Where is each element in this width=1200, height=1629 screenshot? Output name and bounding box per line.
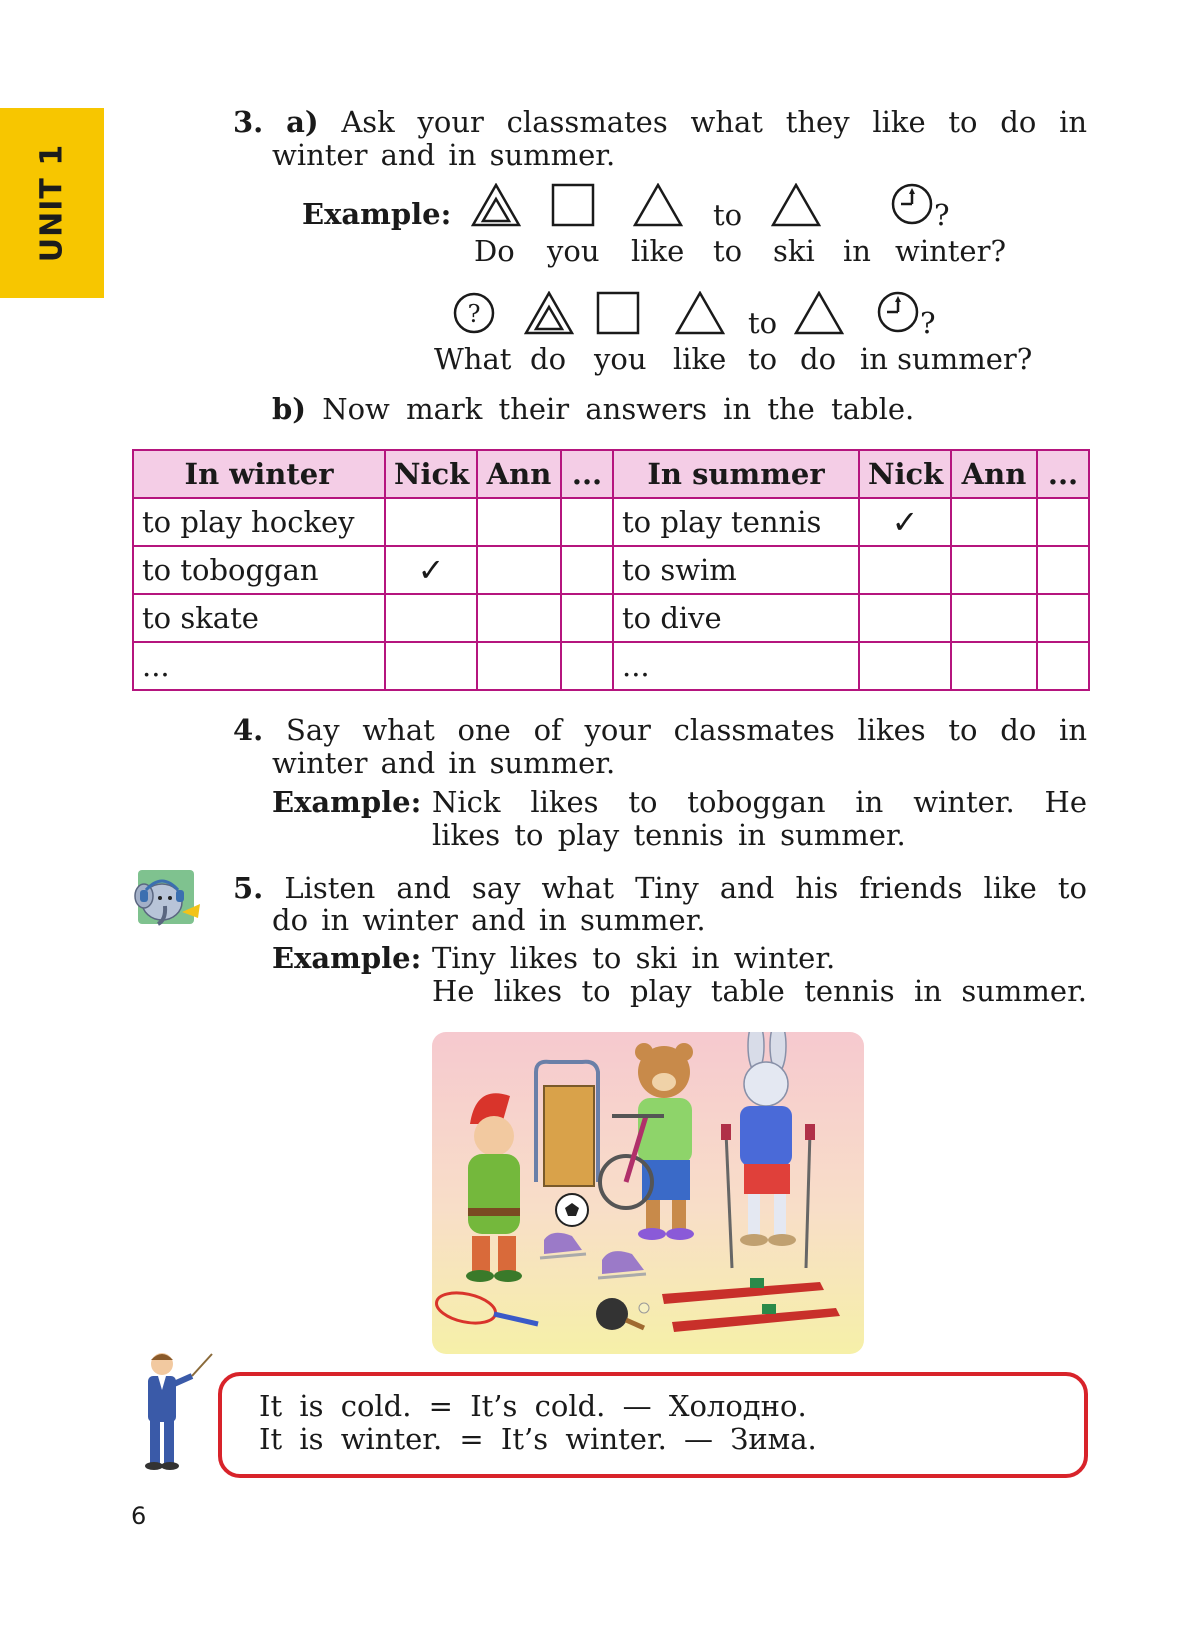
q1-word: in [843, 234, 871, 268]
ex4-number: 4. [233, 713, 264, 747]
mark-cell[interactable] [385, 498, 477, 546]
header-cell: In summer [613, 450, 859, 498]
q1-word: you [547, 234, 600, 268]
activity-cell: to swim [613, 546, 859, 594]
mark-cell[interactable] [951, 594, 1037, 642]
ex4-example-line2: likes to play tennis in summer. [432, 818, 906, 852]
activity-cell: to play tennis [613, 498, 859, 546]
mark-cell[interactable] [385, 594, 477, 642]
ex4-example-line1: Nick likes to toboggan in winter. He [432, 785, 1087, 819]
ex5-number: 5. [233, 871, 264, 905]
q2-word: What [434, 342, 512, 376]
q2-word: do [530, 342, 567, 376]
header-cell: ... [1037, 450, 1089, 498]
mark-cell[interactable] [561, 498, 613, 546]
mark-cell[interactable] [1037, 594, 1089, 642]
mark-cell[interactable] [561, 642, 613, 690]
teacher-pointer-icon [136, 1348, 216, 1472]
ex4-line2: winter and in summer. [272, 746, 616, 780]
clock-icon [890, 182, 934, 226]
q1-word: like [631, 234, 685, 268]
header-cell: Nick [859, 450, 951, 498]
listen-elephant-icon [132, 868, 204, 930]
activity-cell: ... [613, 642, 859, 690]
mark-cell[interactable] [1037, 642, 1089, 690]
rule-line2: It is winter. = It’s winter. — Зима. [259, 1422, 817, 1456]
ex5-line1-text: Listen and say what Tiny and his friends like to [284, 871, 1088, 905]
mark-cell[interactable] [951, 546, 1037, 594]
characters-illustration [432, 1032, 864, 1354]
mark-cell[interactable] [477, 642, 561, 690]
ex3-part-b [272, 393, 914, 426]
mark-cell[interactable] [859, 642, 951, 690]
ex5-example-line1: Tiny likes to ski in winter. [432, 941, 836, 975]
table-row [133, 498, 1089, 546]
q2-word: in summer? [860, 342, 1033, 376]
answers-table [132, 449, 1090, 691]
triangle-icon [794, 291, 844, 335]
q1-question-mark: ? [934, 198, 950, 232]
ex3-example-label: Example: [302, 197, 452, 231]
ex5-example-label: Example: [272, 941, 422, 975]
q2-question-mark: ? [920, 306, 936, 340]
ex3-part-b-label: b) [272, 392, 306, 426]
activity-cell: to dive [613, 594, 859, 642]
mark-cell[interactable]: ✓ [385, 546, 477, 594]
activity-cell: to skate [133, 594, 385, 642]
ex4-example-label: Example: [272, 785, 422, 819]
mark-cell[interactable] [1037, 546, 1089, 594]
mark-cell[interactable] [951, 642, 1037, 690]
ex4-line1 [233, 714, 1087, 747]
ex3-number: 3. [233, 105, 264, 139]
page-number: 6 [131, 1502, 147, 1530]
header-cell: Nick [385, 450, 477, 498]
table-header-row [133, 450, 1089, 498]
ex3-line1-text: Ask your classmates what they like to do in [341, 105, 1088, 139]
activity-cell: to play hockey [133, 498, 385, 546]
table-row [133, 642, 1089, 690]
q2-word: to [748, 342, 778, 376]
table-row [133, 594, 1089, 642]
triangle-icon [771, 183, 821, 227]
triangle-icon [633, 183, 683, 227]
q1-word: Do [474, 234, 515, 268]
mark-cell[interactable] [477, 546, 561, 594]
svg-text:?: ? [467, 300, 481, 328]
table-row [133, 546, 1089, 594]
header-cell: Ann [951, 450, 1037, 498]
ex3-line1 [233, 106, 1087, 139]
activity-cell: to toboggan [133, 546, 385, 594]
rule-line1: It is cold. = It’s cold. — Холодно. [259, 1389, 807, 1423]
nested-triangle-icon [524, 291, 574, 335]
q1-word: to [713, 234, 743, 268]
ex3-part-b-text: Now mark their answers in the table. [322, 392, 915, 426]
q2-word: you [594, 342, 647, 376]
ex3-part-a: a) [286, 105, 319, 139]
q1-word: ski [773, 234, 815, 268]
q1-to: to [713, 198, 743, 232]
mark-cell[interactable] [477, 498, 561, 546]
q1-word: winter? [895, 234, 1007, 268]
ex5-line1 [233, 872, 1087, 905]
nested-triangle-icon [471, 183, 521, 227]
mark-cell[interactable] [385, 642, 477, 690]
unit-tab [0, 108, 104, 298]
ex5-example-line2: He likes to play table tennis in summer. [432, 974, 1087, 1008]
square-icon [551, 183, 595, 227]
mark-cell[interactable] [859, 546, 951, 594]
activity-cell: ... [133, 642, 385, 690]
mark-cell[interactable] [477, 594, 561, 642]
mark-cell[interactable] [561, 594, 613, 642]
ex4-line1-text: Say what one of your classmates likes to do in [286, 713, 1088, 747]
mark-cell[interactable]: ✓ [859, 498, 951, 546]
q2-word: like [673, 342, 727, 376]
mark-cell[interactable] [951, 498, 1037, 546]
ex5-line2: do in winter and in summer. [272, 903, 706, 937]
header-cell: ... [561, 450, 613, 498]
clock-icon [876, 290, 920, 334]
ex3-line2: winter and in summer. [272, 138, 616, 172]
question-circle-icon [452, 291, 496, 335]
square-icon [596, 291, 640, 335]
mark-cell[interactable] [859, 594, 951, 642]
unit-tab-label: UNIT 1 [34, 143, 70, 263]
mark-cell[interactable] [561, 546, 613, 594]
header-cell: Ann [477, 450, 561, 498]
mark-cell[interactable] [1037, 498, 1089, 546]
football-icon [556, 1194, 588, 1226]
header-cell: In winter [133, 450, 385, 498]
q2-word: do [800, 342, 837, 376]
q2-to: to [748, 306, 778, 340]
triangle-icon [675, 291, 725, 335]
